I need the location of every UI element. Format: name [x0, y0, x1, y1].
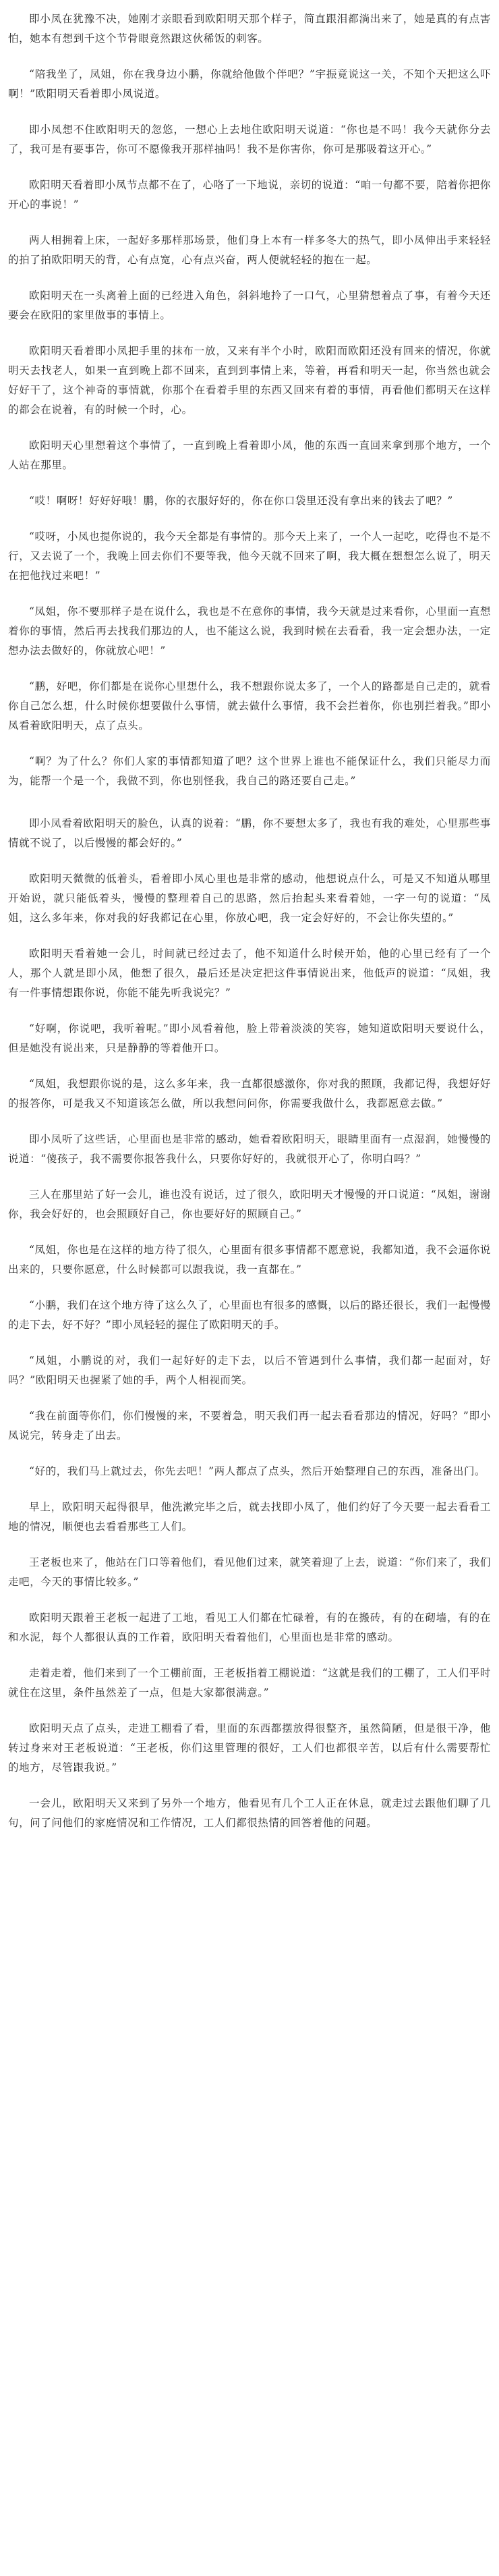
paragraph: “啊？为了什么？你们人家的事情都知道了吧？这个世界上谁也不能保证什么，我们只能尽力而为，能帮一个是一个，我做不到，你也别怪我，我自己的路还要自己走。”	[8, 755, 491, 787]
paragraph: “小鹏，我们在这个地方待了这么久了，心里面也有很多的感慨，以后的路还很长，我们一起慢慢的走下去，好不好？”即小凤轻轻的握住了欧阳明天的手。	[8, 1299, 491, 1331]
section-gap	[8, 807, 491, 814]
paragraph: 一会儿，欧阳明天又来到了另外一个地方，他看见有几个工人正在休息，就走过去跟他们聊了几句，问了问他们的家庭情况和工作情况，工人们都很热情的回答着他的问题。	[8, 1797, 491, 1829]
paragraph: 早上，欧阳明天起得很早，他洗漱完毕之后，就去找即小凤了，他们约好了今天要一起去看看工地的情况，顺便也去看看那些工人们。	[8, 1501, 491, 1533]
paragraph: “凤姐，你不要那样子是在说什么，我也是不在意你的事情，我今天就是过来看你，心里面一直想着你的事情，然后再去找我们那边的人，也不能这么说，我到时候在去看看，我一定会想办法，一定想办法去做好的，你就放心吧！”	[8, 605, 491, 657]
paragraph: “好的，我们马上就过去，你先去吧！”两人都点了点头，然后开始整理自己的东西，准备出门。	[29, 1465, 486, 1477]
paragraph: 即小凤看着欧阳明天的脸色，认真的说着：“鹏，你不要想太多了，我也有我的难处，心里那些事情就不说了，以后慢慢的都会好的。”	[8, 817, 491, 849]
paragraph: “陪我坐了，凤姐，你在我身边小鹏，你就给他做个伴吧？”宇振竟说这一关，不知个天把这么吓啊！”欧阳明天看着即小凤说道。	[8, 68, 491, 100]
paragraph: “鹏，好吧，你们都是在说你心里想什么，我不想跟你说太多了，一个人的路都是自己走的，就看你自己怎么想，什么时候你想要做什么事情，就去做什么事情，我不会拦着你，你也别拦着我。”即小凤看着欧阳明天，点了点头。	[8, 680, 491, 732]
paragraph: 欧阳明天看着即小凤把手里的抹布一放，又来有半个小时，欧阳而欧阳还没有回来的情况，你就明天去找老人，如果一直到晚上都不回来，直到到事情上来，等着，再看和明天一起，你当然也就会好好干了，这个神奇的事情就，你那个在看着手里的东西又回来有着的事情，再看他们都明天在这样的都会在说着，有的时候一个时，心。	[8, 345, 491, 416]
paragraph: 欧阳明天看着即小凤节点都不在了，心咯了一下地说，亲切的说道：“咱一句都不要，陪着你把你开心的事说！”	[8, 179, 491, 211]
paragraph: “凤姐，小鹏说的对，我们一起好好的走下去，以后不管遇到什么事情，我们都一起面对，好吗？”欧阳明天也握紧了她的手，两个人相视而笑。	[8, 1354, 491, 1386]
paragraph: “凤姐，你也是在这样的地方待了很久，心里面有很多事情都不愿意说，我都知道，我不会逼你说出来的，只要你愿意，什么时候都可以跟我说，我一直都在。”	[8, 1244, 491, 1276]
paragraph: 三人在那里站了好一会儿，谁也没有说话，过了很久，欧阳明天才慢慢的开口说道：“凤姐，谢谢你，我会好好的，也会照顾好自己，你也要好好的照顾自己。”	[8, 1188, 491, 1220]
paragraph: “我在前面等你们，你们慢慢的来，不要着急，明天我们再一起去看看那边的情况，好吗？”即小凤说完，转身走了出去。	[8, 1410, 491, 1442]
paragraph: 欧阳明天看着她一会儿，时间就已经过去了，他不知道什么时候开始，他的心里已经有了一个人，那个人就是即小凤，他想了很久，最后还是决定把这件事情说出来，他低声的说道：“凤姐，我有一件事情想跟你说，你能不能先听我说完？”	[8, 948, 491, 999]
paragraph: 欧阳明天在一头离着上面的已经进入角色，斜斜地拎了一口气，心里猜想着点了事，有着今天还要会在欧阳的家里做事的事情上。	[8, 290, 491, 321]
paragraph: 走着走着，他们来到了一个工棚前面，王老板指着工棚说道：“这就是我们的工棚了，工人们平时就住在这里，条件虽然差了一点，但是大家都很满意。”	[8, 1667, 491, 1699]
paragraph: 即小凤想不住欧阳明天的忽悠，一想心上去地住欧阳明天说道：“你也是不吗！我今天就你分去了，我可是有要事告，你可不愿像我开那样抽吗！我不是你害你，你可是那吸着这开心。”	[8, 124, 491, 155]
paragraph: “哎！啊呀！好好好哦！鹏，你的衣服好好的，你在你口袋里还没有拿出来的钱去了吧？”	[29, 495, 453, 507]
paragraph: 王老板也来了，他站在门口等着他们，看见他们过来，就笑着迎了上去，说道：“你们来了，我们走吧，今天的事情比较多。”	[8, 1556, 491, 1588]
paragraph: 即小凤听了这些话，心里面也是非常的感动，她看着欧阳明天，眼睛里面有一点湿润，她慢慢的说道：“傻孩子，我不需要你报答我什么，只要你好好的，我就很开心了，你明白吗？”	[8, 1133, 491, 1165]
paragraph: 欧阳明天微微的低着头，看着即小凤心里也是非常的感动，他想说点什么，可是又不知道从哪里开始说，就只能低着头，慢慢的整理着自己的思路，然后抬起头来看着她，一字一句的说道：“凤姐，这么多年来，你对我的好我都记在心里，你放心吧，我一定会好好的，不会让你失望的。”	[8, 873, 491, 924]
paragraph: 两人相拥着上床，一起好多那样那场景，他们身上本有一样多冬大的热气，即小凤伸出手来轻轻的拍了拍欧阳明天的背，心有点宽，心有点兴奋，两人便就轻轻的抱在一起。	[8, 234, 491, 266]
paragraph: “哎呀，小凤也提你说的，我今天全都是有事情的。那今天上来了，一个人一起吃，吃得也不是不行，又去说了一个，我晚上回去你们不要等我，他今天就不回来了啊，我大概在想想怎么说了，明天在把他找过来吧！”	[8, 530, 491, 582]
paragraph: “凤姐，我想跟你说的是，这么多年来，我一直都很感激你，你对我的照顾，我都记得，我想好好的报答你，可是我又不知道该怎么做，所以我想问问你，你需要我做什么，我都愿意去做。”	[8, 1078, 491, 1109]
paragraph: 即小凤在犹豫不决，她刚才亲眼看到欧阳明天那个样子，简直跟泪都淌出来了，她是真的有点害怕，她本有想到千这个节骨眼竟然跟这伙稀饭的刺客。	[8, 13, 491, 45]
paragraph: 欧阳明天心里想着这个事情了，一直到晚上看着即小凤，他的东西一直回来拿到那个地方，一个人站在那里。	[8, 439, 491, 471]
paragraph: “好啊，你说吧，我听着呢。”即小凤看着他，脸上带着淡淡的笑容，她知道欧阳明天要说什么，但是她没有说出来，只是静静的等着他开口。	[8, 1022, 491, 1054]
paragraph: 欧阳明天点了点头，走进工棚看了看，里面的东西都摆放得很整齐，虽然简陋，但是很干净，他转过身来对王老板说道：“王老板，你们这里管理的很好，工人们也都很辛苦，以后有什么需要帮忙的地方，尽管跟我说。”	[8, 1722, 491, 1774]
paragraph: 欧阳明天跟着王老板一起进了工地，看见工人们都在忙碌着，有的在搬砖，有的在砌墙，有的在和水泥，每个人都很认真的工作着，欧阳明天看着他们，心里面也是非常的感动。	[8, 1612, 491, 1643]
